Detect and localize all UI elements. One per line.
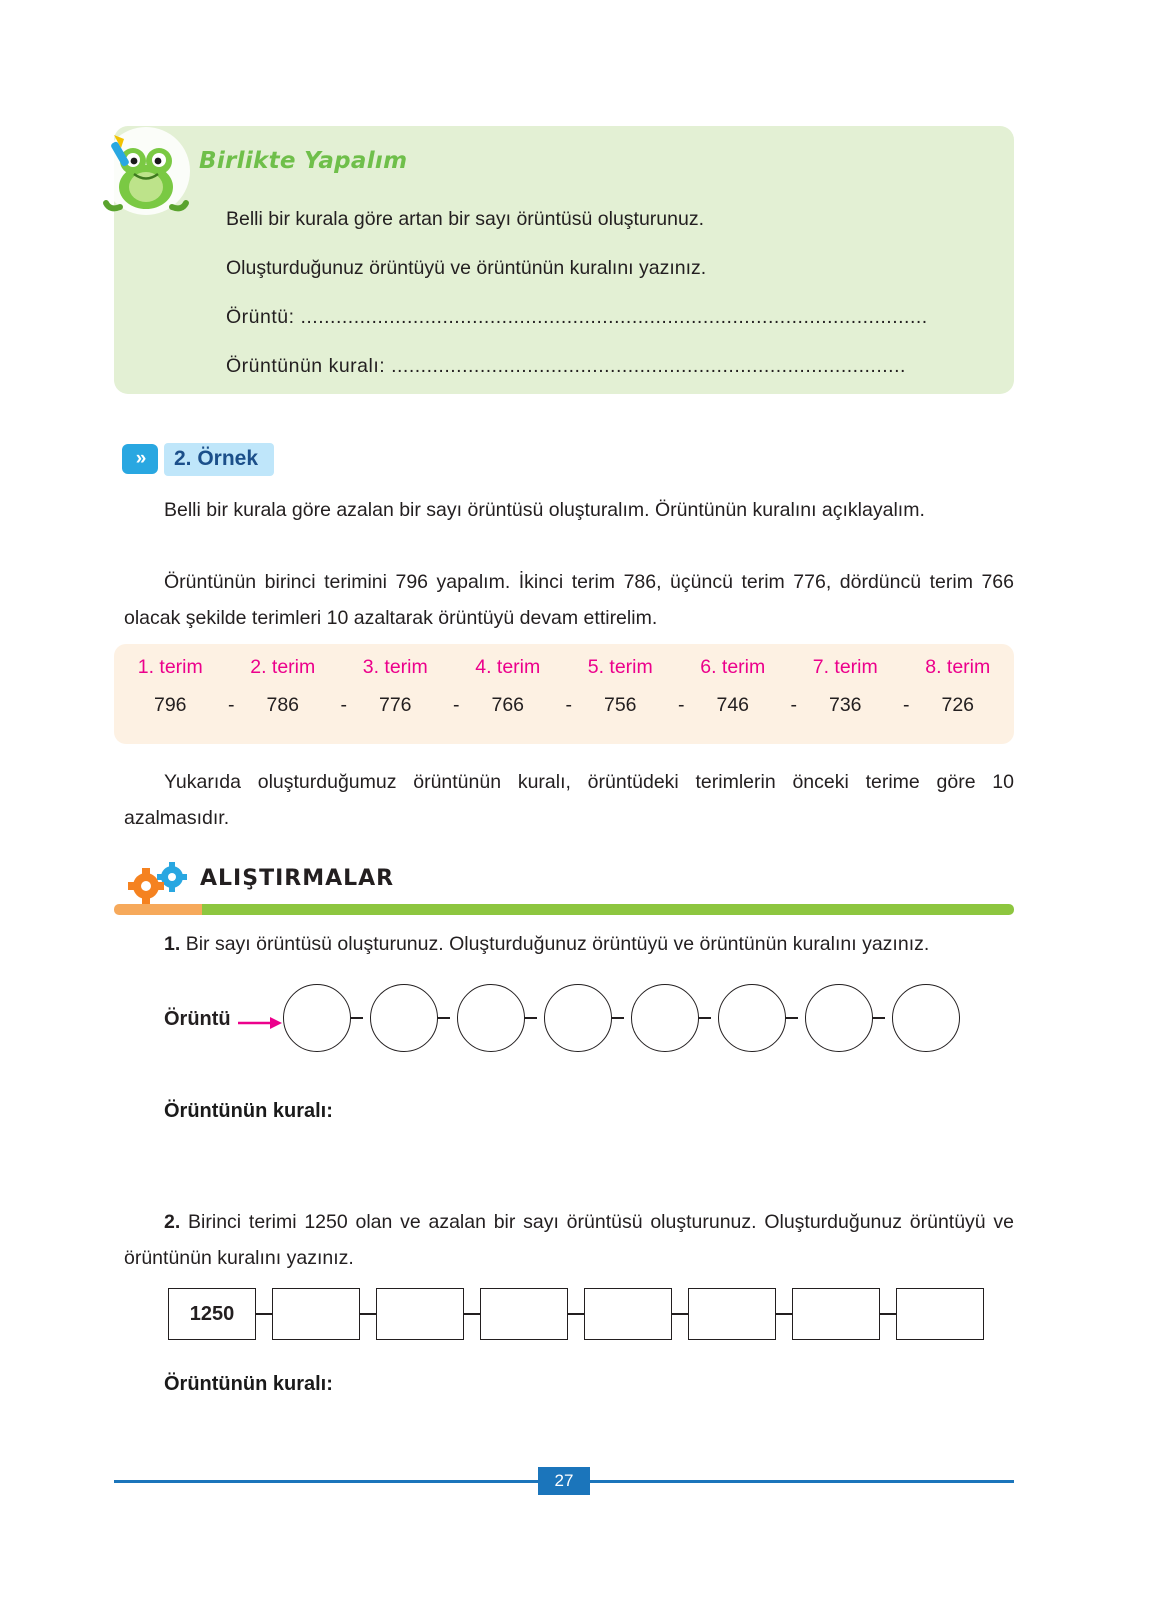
together-line-2: Oluşturduğunuz örüntüyü ve örüntünün kuralını yazınız. (226, 257, 707, 279)
terms-table-header-row (114, 656, 1014, 679)
footer-rule-left (114, 1480, 538, 1483)
together-line-1: Belli bir kurala göre artan bir sayı örüntüsü oluşturunuz. (226, 208, 704, 230)
terms-value: 736 (828, 694, 862, 716)
terms-value-cell (452, 694, 572, 717)
terms-table (114, 644, 1014, 744)
exercise-1-body: Bir sayı örüntüsü oluşturunuz. Oluşturduğunuz örüntüyü ve örüntünün kuralını yazınız. (185, 933, 930, 955)
example-paragraph-2 (124, 564, 1014, 636)
terms-separator: - (790, 694, 797, 716)
pattern-circle[interactable] (718, 984, 786, 1052)
circle-connector (436, 1017, 450, 1019)
terms-separator: - (453, 694, 460, 716)
box-connector (880, 1313, 896, 1315)
exercises-heading (114, 860, 1014, 912)
together-line-kural: Örüntünün kuralı: ....................................................................................... (226, 355, 906, 377)
box-connector (464, 1313, 480, 1315)
pattern-circle[interactable] (892, 984, 960, 1052)
terms-header-cell: 3. terim (362, 656, 428, 678)
box-connector (672, 1313, 688, 1315)
exercise-2-number: 2. (164, 1211, 181, 1233)
exercises-divider (114, 904, 1014, 916)
terms-value-cell (789, 694, 910, 717)
circle-connector (784, 1017, 798, 1019)
terms-separator: - (340, 694, 347, 716)
terms-header-cell: 7. terim (812, 656, 878, 678)
terms-separator: - (903, 694, 910, 716)
terms-value: 726 (941, 694, 975, 716)
box-connector (360, 1313, 376, 1315)
pattern-circle[interactable] (805, 984, 873, 1052)
terms-value-cell (564, 694, 685, 717)
example-paragraph-3-text: Yukarıda oluşturduğumuz örüntünün kuralı, örüntüdeki terimlerin önceki terime göre 10 azalmasıdır. (124, 771, 1014, 829)
example-label: 2. Örnek (164, 443, 274, 476)
together-title: Birlikte Yapalım (199, 148, 408, 174)
exercise-2-box-row (168, 1288, 1008, 1344)
exercise-2-body: Birinci terimi 1250 olan ve azalan bir sayı örüntüsü oluşturunuz. Oluşturduğunuz örüntüyü ve örüntünün kuralını yazınız. (124, 1211, 1015, 1269)
box-connector (776, 1313, 792, 1315)
terms-header-cell: 6. terim (700, 656, 766, 678)
terms-separator: - (565, 694, 572, 716)
pattern-circle[interactable] (631, 984, 699, 1052)
exercise-1-number: 1. (164, 933, 181, 955)
box-connector (568, 1313, 584, 1315)
box-connector (256, 1313, 272, 1315)
pattern-box[interactable] (376, 1288, 464, 1340)
exercise-1-pattern-label: Örüntü (164, 1008, 231, 1030)
terms-value: 766 (491, 694, 525, 716)
example-paragraph-2-text: Örüntünün birinci terimini 796 yapalım. İkinci terim 786, üçüncü terim 776, dördüncü terim 766 olacak şekilde terimleri 10 azaltarak örüntüyü devam ettirelim. (124, 571, 1014, 629)
birlikte-yapalim-box (114, 126, 1014, 394)
terms-value-cell (339, 694, 460, 717)
terms-header-cell: 8. terim (925, 656, 991, 678)
terms-header-cell: 4. terim (475, 656, 541, 678)
divider-green-segment (202, 904, 1014, 915)
chevrons-right-icon: » (122, 444, 158, 474)
circle-connector (697, 1017, 711, 1019)
terms-value-cell (677, 694, 797, 717)
terms-value: 746 (716, 694, 750, 716)
terms-value: 776 (378, 694, 412, 716)
terms-value-cell (227, 694, 347, 717)
circle-connector (349, 1017, 363, 1019)
circle-connector (871, 1017, 885, 1019)
circle-connector (610, 1017, 624, 1019)
terms-value: 756 (603, 694, 637, 716)
pattern-box[interactable] (480, 1288, 568, 1340)
circle-connector (523, 1017, 537, 1019)
terms-value-cell (114, 694, 235, 717)
pattern-box-first[interactable]: 1250 (168, 1288, 256, 1340)
terms-header-cell: 2. terim (250, 656, 316, 678)
example-paragraph-3 (124, 764, 1014, 836)
terms-table-value-row (114, 694, 1014, 717)
exercises-title: ALIŞTIRMALAR (200, 866, 395, 891)
pattern-box[interactable] (272, 1288, 360, 1340)
exercise-2-text (124, 1204, 1014, 1276)
example-heading (122, 442, 274, 476)
exercise-2-rule-label: Örüntünün kuralı: (164, 1373, 333, 1395)
gears-icon (120, 862, 196, 904)
pattern-box[interactable] (688, 1288, 776, 1340)
terms-header-cell: 5. terim (587, 656, 653, 678)
footer-rule-right (590, 1480, 1014, 1483)
example-paragraph-1-text: Belli bir kurala göre azalan bir sayı örüntüsü oluşturalım. Örüntünün kuralını açıklayalım. (164, 499, 925, 521)
terms-value: 786 (266, 694, 300, 716)
terms-separator: - (228, 694, 235, 716)
pattern-box[interactable] (896, 1288, 984, 1340)
pattern-circle[interactable] (283, 984, 351, 1052)
example-paragraph-1 (124, 492, 1014, 528)
pattern-box[interactable] (584, 1288, 672, 1340)
pattern-box[interactable] (792, 1288, 880, 1340)
pattern-circle[interactable] (544, 984, 612, 1052)
page-number: 27 (538, 1467, 590, 1495)
terms-header-cell: 1. terim (137, 656, 203, 678)
exercise-1-circle-row (283, 984, 963, 1056)
together-line-oruntu: Örüntü: .......................................................................................................... (226, 306, 928, 328)
together-lines (226, 204, 1006, 400)
divider-orange-segment (114, 904, 204, 915)
terms-separator: - (678, 694, 685, 716)
terms-value-cell (902, 694, 1015, 717)
exercise-1-text (124, 926, 1014, 962)
arrow-right-icon (238, 1015, 284, 1031)
frog-icon (94, 121, 198, 225)
pattern-circle[interactable] (457, 984, 525, 1052)
exercise-1-rule-label: Örüntünün kuralı: (164, 1100, 333, 1122)
pattern-circle[interactable] (370, 984, 438, 1052)
terms-value: 796 (153, 694, 187, 716)
